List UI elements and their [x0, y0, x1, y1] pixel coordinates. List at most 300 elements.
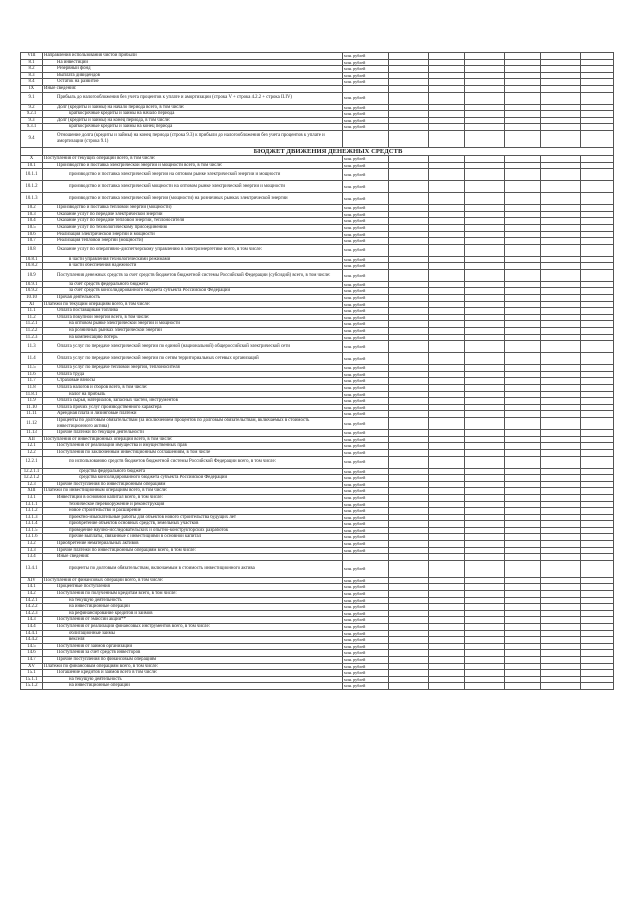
value-cell — [429, 155, 465, 162]
value-cell — [389, 643, 429, 650]
table-row — [21, 162, 614, 169]
value-cell — [389, 481, 429, 488]
value-cell — [389, 577, 429, 584]
row-unit: млн. рублей — [343, 584, 389, 591]
row-code: 10.4 — [21, 218, 43, 225]
value-cell — [581, 92, 614, 104]
table-row — [21, 130, 614, 147]
row-unit: млн. рублей — [343, 417, 389, 429]
value-cell — [505, 353, 541, 365]
row-name: по использованию средств бюджетов бюджетной системы Российской Федерации всего, в том числе: — [43, 456, 343, 468]
value-cell — [505, 475, 541, 482]
value-cell — [429, 211, 465, 218]
row-code: 11.10 — [21, 404, 43, 411]
value-cell — [389, 66, 429, 73]
value-cell — [429, 308, 465, 315]
value-cell — [581, 85, 614, 92]
value-cell — [429, 591, 465, 598]
value-cell — [429, 481, 465, 488]
value-cell — [541, 218, 581, 225]
value-cell — [465, 683, 505, 690]
row-code: 14.4.1 — [21, 630, 43, 637]
value-cell — [429, 72, 465, 79]
value-cell — [465, 468, 505, 475]
row-name: производство и поставка электрической энергии на оптовом рынке электрической энергии и мощности — [43, 169, 343, 181]
row-name: в части управления технологическими режимами — [43, 256, 343, 263]
value-cell — [505, 404, 541, 411]
row-name: Отношение долга (кредиты и займы) на конец периода (строка 9.3) к прибыли до налогообложения без учета процентов к уплате и амортизации (строка 9.1) — [43, 130, 343, 147]
row-code: VIII — [21, 53, 43, 60]
value-cell — [541, 341, 581, 353]
value-cell — [505, 560, 541, 577]
row-unit: млн. рублей — [343, 301, 389, 308]
value-cell — [429, 117, 465, 124]
value-cell — [541, 238, 581, 245]
row-unit: млн. рублей — [343, 508, 389, 515]
row-name: Прибыль до налогообложения без учета процентов к уплате и амортизации (строка V + строка 4.2.2 + строка II.IV) — [43, 92, 343, 104]
value-cell — [541, 181, 581, 193]
value-cell — [389, 365, 429, 372]
value-cell — [541, 637, 581, 644]
value-cell — [505, 130, 541, 147]
row-unit: млн. рублей — [343, 501, 389, 508]
value-cell — [581, 488, 614, 495]
value-cell — [389, 238, 429, 245]
value-cell — [429, 630, 465, 637]
row-code: XII — [21, 436, 43, 443]
value-cell — [505, 104, 541, 111]
row-name: на розничных рынках электрической энергии — [43, 328, 343, 335]
row-name: Оказание услуг по передаче тепловой энергии, теплоносителя — [43, 218, 343, 225]
value-cell — [541, 398, 581, 405]
value-cell — [505, 443, 541, 450]
value-cell — [429, 488, 465, 495]
value-cell — [581, 117, 614, 124]
value-cell — [581, 624, 614, 631]
value-cell — [389, 328, 429, 335]
table-row — [21, 411, 614, 418]
table-row — [21, 591, 614, 598]
value-cell — [505, 683, 541, 690]
value-cell — [541, 475, 581, 482]
value-cell — [429, 670, 465, 677]
value-cell — [429, 584, 465, 591]
value-cell — [505, 501, 541, 508]
value-cell — [389, 224, 429, 231]
value-cell — [581, 610, 614, 617]
value-cell — [429, 334, 465, 341]
value-cell — [505, 624, 541, 631]
value-cell — [429, 577, 465, 584]
value-cell — [541, 468, 581, 475]
table-row — [21, 328, 614, 335]
value-cell — [465, 547, 505, 554]
table-row — [21, 288, 614, 295]
value-cell — [541, 534, 581, 541]
row-code: 10.10 — [21, 295, 43, 302]
value-cell — [389, 584, 429, 591]
value-cell — [465, 256, 505, 263]
row-code: 13.4 — [21, 554, 43, 561]
row-code: 14.2.2 — [21, 604, 43, 611]
value-cell — [429, 288, 465, 295]
value-cell — [505, 79, 541, 86]
value-cell — [505, 514, 541, 521]
value-cell — [541, 111, 581, 118]
value-cell — [465, 591, 505, 598]
row-name: в части обеспечения надежности — [43, 263, 343, 270]
value-cell — [465, 238, 505, 245]
row-name: средства федерального бюджета — [43, 468, 343, 475]
value-cell — [465, 456, 505, 468]
value-cell — [505, 288, 541, 295]
value-cell — [581, 301, 614, 308]
value-cell — [505, 371, 541, 378]
value-cell — [541, 66, 581, 73]
table-row — [21, 353, 614, 365]
row-name: Оплата поставщикам топлива — [43, 308, 343, 315]
value-cell — [581, 334, 614, 341]
value-cell — [505, 456, 541, 468]
value-cell — [465, 295, 505, 302]
row-name: Платежи по текущим операциям всего, в том числе: — [43, 301, 343, 308]
row-code: 11.8.1 — [21, 391, 43, 398]
value-cell — [541, 508, 581, 515]
value-cell — [465, 430, 505, 437]
row-code: 10.9 — [21, 269, 43, 281]
table-row — [21, 391, 614, 398]
row-code: 11.2.1 — [21, 321, 43, 328]
value-cell — [429, 501, 465, 508]
row-unit: млн. рублей — [343, 231, 389, 238]
row-unit: млн. рублей — [343, 430, 389, 437]
value-cell — [505, 162, 541, 169]
value-cell — [581, 181, 614, 193]
table-row — [21, 308, 614, 315]
value-cell — [505, 521, 541, 528]
table-row — [21, 449, 614, 456]
row-code: 10.1.3 — [21, 193, 43, 205]
value-cell — [541, 301, 581, 308]
table-row — [21, 334, 614, 341]
value-cell — [429, 385, 465, 392]
value-cell — [389, 269, 429, 281]
table-row — [21, 541, 614, 548]
value-cell — [505, 111, 541, 118]
value-cell — [581, 130, 614, 147]
row-code: 11.3 — [21, 341, 43, 353]
row-name: Оплата сырья, материалов, запасных частей, инструментов — [43, 398, 343, 405]
value-cell — [581, 53, 614, 60]
row-code: 8.2 — [21, 66, 43, 73]
value-cell — [389, 508, 429, 515]
value-cell — [505, 541, 541, 548]
row-unit: млн. рублей — [343, 521, 389, 528]
value-cell — [429, 404, 465, 411]
table-row — [21, 193, 614, 205]
value-cell — [581, 244, 614, 256]
value-cell — [541, 79, 581, 86]
row-name: Остаток на развитие — [43, 79, 343, 86]
row-unit: млн. рублей — [343, 398, 389, 405]
row-code: XIII — [21, 488, 43, 495]
value-cell — [389, 514, 429, 521]
value-cell — [389, 411, 429, 418]
table-row — [21, 238, 614, 245]
row-name: Оплата прочих услуг производственного характера — [43, 404, 343, 411]
value-cell — [541, 211, 581, 218]
row-code: 13.1 — [21, 494, 43, 501]
row-code: 14.4.2 — [21, 637, 43, 644]
table-row — [21, 314, 614, 321]
row-code: 9.2.1 — [21, 111, 43, 118]
row-code: 12.2.1.2 — [21, 475, 43, 482]
value-cell — [505, 117, 541, 124]
value-cell — [389, 670, 429, 677]
value-cell — [505, 321, 541, 328]
row-unit: млн. рублей — [343, 288, 389, 295]
row-unit — [343, 130, 389, 147]
value-cell — [581, 481, 614, 488]
value-cell — [389, 169, 429, 181]
value-cell — [541, 656, 581, 663]
value-cell — [581, 643, 614, 650]
value-cell — [581, 676, 614, 683]
value-cell — [429, 643, 465, 650]
value-cell — [505, 53, 541, 60]
value-cell — [465, 162, 505, 169]
value-cell — [429, 624, 465, 631]
value-cell — [505, 494, 541, 501]
table-row — [21, 554, 614, 561]
value-cell — [465, 391, 505, 398]
row-code: 13.4.1 — [21, 560, 43, 577]
row-name: Процентные поступления — [43, 584, 343, 591]
value-cell — [541, 365, 581, 372]
value-cell — [541, 610, 581, 617]
value-cell — [581, 111, 614, 118]
value-cell — [505, 534, 541, 541]
value-cell — [541, 650, 581, 657]
table-row — [21, 371, 614, 378]
row-name: Прочие платежи по инвестиционным операциям всего, в том числе: — [43, 547, 343, 554]
table-row — [21, 670, 614, 677]
value-cell — [541, 591, 581, 598]
row-unit: млн. рублей — [343, 643, 389, 650]
value-cell — [581, 162, 614, 169]
value-cell — [429, 124, 465, 131]
table-row — [21, 341, 614, 353]
row-name: Поступления от инвестиционных операций всего, в том числе: — [43, 436, 343, 443]
value-cell — [389, 288, 429, 295]
value-cell — [505, 417, 541, 429]
row-name: Оплата покупной энергии всего, в том числе: — [43, 314, 343, 321]
value-cell — [541, 224, 581, 231]
row-code: 12.2 — [21, 449, 43, 456]
row-code: 9.1 — [21, 92, 43, 104]
value-cell — [505, 269, 541, 281]
row-name: налог на прибыль — [43, 391, 343, 398]
row-code: 11.11 — [21, 411, 43, 418]
table-row — [21, 663, 614, 670]
row-name: Приобретение нематериальных активов — [43, 541, 343, 548]
value-cell — [505, 92, 541, 104]
value-cell — [389, 534, 429, 541]
value-cell — [389, 59, 429, 66]
table-row — [21, 92, 614, 104]
table-row — [21, 508, 614, 515]
value-cell — [429, 321, 465, 328]
row-name: Производство и поставка электрической энергии и мощности всего, в том числе: — [43, 162, 343, 169]
value-cell — [465, 371, 505, 378]
row-code: 13.1.5 — [21, 527, 43, 534]
value-cell — [505, 643, 541, 650]
row-name: Поступления от текущих операций всего, в том числе: — [43, 155, 343, 162]
table-row — [21, 610, 614, 617]
value-cell — [465, 597, 505, 604]
table-row — [21, 79, 614, 86]
value-cell — [581, 591, 614, 598]
value-cell — [389, 547, 429, 554]
row-unit: млн. рублей — [343, 169, 389, 181]
value-cell — [505, 365, 541, 372]
value-cell — [429, 328, 465, 335]
value-cell — [465, 231, 505, 238]
value-cell — [505, 676, 541, 683]
value-cell — [389, 560, 429, 577]
value-cell — [429, 683, 465, 690]
row-unit: млн. рублей — [343, 541, 389, 548]
value-cell — [465, 281, 505, 288]
row-code: 10.7 — [21, 238, 43, 245]
value-cell — [581, 560, 614, 577]
value-cell — [465, 244, 505, 256]
value-cell — [541, 256, 581, 263]
row-name: Резервный фонд — [43, 66, 343, 73]
table-row — [21, 53, 614, 60]
value-cell — [505, 527, 541, 534]
value-cell — [541, 577, 581, 584]
value-cell — [541, 85, 581, 92]
table-row — [21, 501, 614, 508]
value-cell — [541, 371, 581, 378]
value-cell — [581, 341, 614, 353]
value-cell — [429, 436, 465, 443]
row-unit: млн. рублей — [343, 181, 389, 193]
value-cell — [581, 263, 614, 270]
row-name: на компенсацию потерь — [43, 334, 343, 341]
value-cell — [429, 59, 465, 66]
value-cell — [465, 378, 505, 385]
value-cell — [465, 365, 505, 372]
table-row — [21, 244, 614, 256]
row-name: прочие выплаты, связанные с инвестициями в основной капитал — [43, 534, 343, 541]
row-code: 14.6 — [21, 650, 43, 657]
value-cell — [505, 169, 541, 181]
table-row — [21, 534, 614, 541]
value-cell — [541, 353, 581, 365]
value-cell — [389, 371, 429, 378]
row-code: 10.1.1 — [21, 169, 43, 181]
value-cell — [465, 59, 505, 66]
row-code: 14.2.1 — [21, 597, 43, 604]
row-unit — [343, 85, 389, 92]
value-cell — [541, 193, 581, 205]
value-cell — [541, 72, 581, 79]
value-cell — [541, 130, 581, 147]
value-cell — [541, 378, 581, 385]
value-cell — [389, 630, 429, 637]
value-cell — [465, 111, 505, 118]
row-name: Проценты по долговым обязательствам (за исключением процентов по долговым обязательствам, включаемых в стоимость инвестиционного актива) — [43, 417, 343, 429]
value-cell — [581, 328, 614, 335]
table-row — [21, 604, 614, 611]
value-cell — [429, 527, 465, 534]
value-cell — [581, 72, 614, 79]
table-row — [21, 577, 614, 584]
table-row — [21, 124, 614, 131]
value-cell — [581, 508, 614, 515]
row-unit: млн. рублей — [343, 155, 389, 162]
value-cell — [581, 650, 614, 657]
value-cell — [505, 193, 541, 205]
table-row — [21, 295, 614, 302]
row-name: Платежи по финансовым операциям всего, в том числе: — [43, 663, 343, 670]
row-unit: млн. рублей — [343, 597, 389, 604]
value-cell — [581, 456, 614, 468]
row-unit: млн. рублей — [343, 124, 389, 131]
value-cell — [505, 554, 541, 561]
row-name: векселя — [43, 637, 343, 644]
row-code: 12.2.1 — [21, 456, 43, 468]
table-row — [21, 630, 614, 637]
value-cell — [429, 637, 465, 644]
value-cell — [581, 238, 614, 245]
table-row — [21, 205, 614, 212]
value-cell — [505, 656, 541, 663]
value-cell — [389, 610, 429, 617]
value-cell — [541, 231, 581, 238]
value-cell — [389, 256, 429, 263]
row-code: 10.5 — [21, 224, 43, 231]
row-name: Прочие поступления по финансовым операциям — [43, 656, 343, 663]
value-cell — [465, 301, 505, 308]
value-cell — [505, 663, 541, 670]
value-cell — [541, 443, 581, 450]
value-cell — [389, 155, 429, 162]
value-cell — [389, 683, 429, 690]
value-cell — [465, 205, 505, 212]
value-cell — [541, 449, 581, 456]
value-cell — [389, 650, 429, 657]
value-cell — [541, 288, 581, 295]
row-unit: млн. рублей — [343, 391, 389, 398]
row-code: 14.5 — [21, 643, 43, 650]
row-name: на оптовом рынке электрической энергии и мощности — [43, 321, 343, 328]
table-row — [21, 443, 614, 450]
row-code: 10.8.2 — [21, 263, 43, 270]
value-cell — [505, 436, 541, 443]
value-cell — [465, 663, 505, 670]
row-name: приобретение объектов основных средств, земельных участков — [43, 521, 343, 528]
table-row — [21, 104, 614, 111]
value-cell — [505, 481, 541, 488]
value-cell — [429, 391, 465, 398]
value-cell — [465, 449, 505, 456]
row-unit: млн. рублей — [343, 308, 389, 315]
row-unit: млн. рублей — [343, 436, 389, 443]
value-cell — [505, 577, 541, 584]
